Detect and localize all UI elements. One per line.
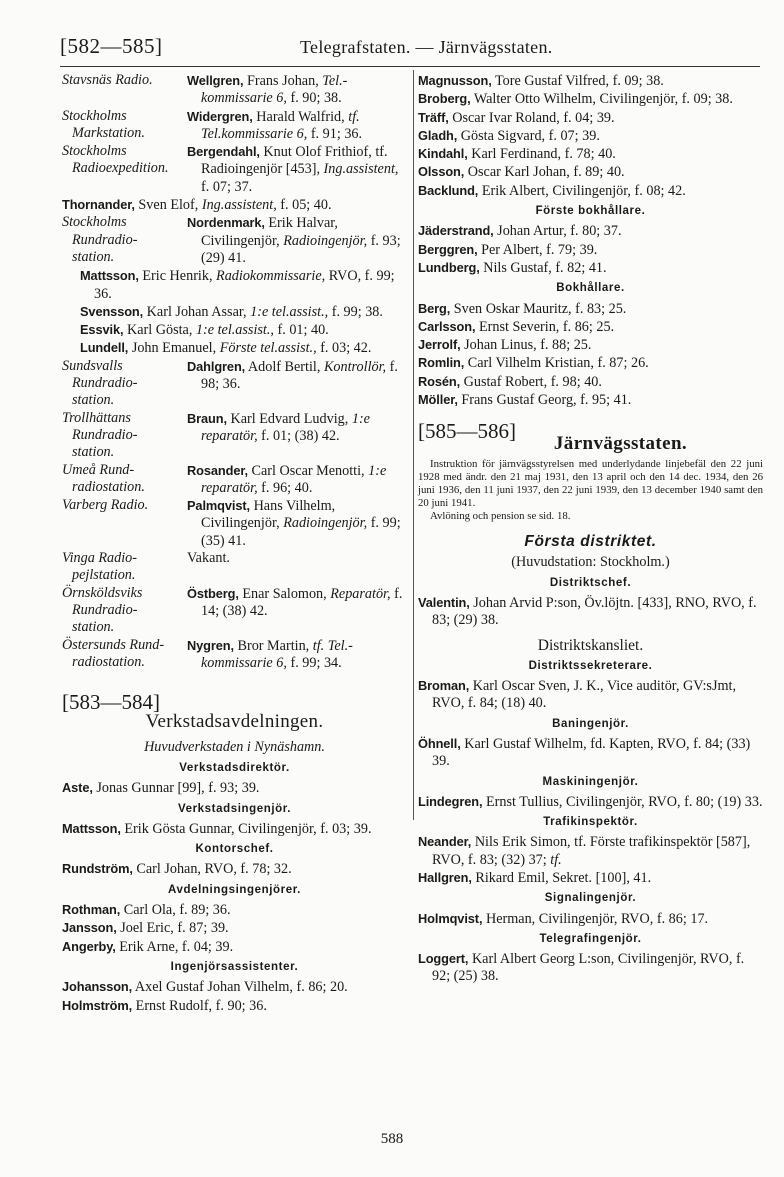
entry: Lundell, John Emanuel, Förste tel.assist., f. 03; 42. (80, 340, 372, 357)
station-label-line: station. (72, 444, 115, 461)
huvudstation: (Huvudstation: Stockholm.) (511, 554, 670, 571)
station-label (62, 143, 187, 178)
station-row (62, 497, 407, 550)
entry: Broman, Karl Oscar Sven, J. K., Vice auditör, GV:sJmt, RVO, f. 84; (18) 40. (418, 678, 737, 712)
group-list (418, 658, 763, 986)
group-heading: Distriktssekreterare. (528, 659, 653, 672)
entry: Lundberg, Nils Gustaf, f. 82; 41. (418, 259, 607, 276)
station-row (62, 410, 407, 462)
left-column (62, 72, 407, 1015)
section-number: [583—584] (62, 690, 160, 715)
station-label-line: Vinga Radio- (62, 550, 137, 567)
station-label-line: radiostation. (72, 478, 145, 495)
entry: Broberg, Walter Otto Wilhelm, Civilingenjör, f. 09; 38. (418, 91, 733, 108)
group-heading: Avdelningsingenjörer. (168, 883, 301, 896)
station-label-line: Örnsköldsviks (62, 584, 143, 601)
entry: Backlund, Erik Albert, Civilingenjör, f. 08; 42. (418, 182, 686, 199)
district-title: Första distriktet. (524, 532, 657, 550)
station-row (62, 358, 407, 410)
station-entry (187, 550, 407, 567)
station-row (62, 143, 407, 196)
entry: Johansson, Axel Gustaf Johan Vilhelm, f. 86; 20. (62, 979, 348, 996)
entry: Jerrolf, Johan Linus, f. 88; 25. (418, 337, 592, 354)
entry: Möller, Frans Gustaf Georg, f. 95; 41. (418, 392, 632, 409)
sub-entries (80, 267, 407, 357)
entry: Widergren, Harald Walfrid, tf. Tel.kommissarie 6, f. 91; 36. (187, 108, 363, 142)
entry: Mattsson, Erik Gösta Gunnar, Civilingenjör, f. 03; 39. (62, 820, 372, 837)
station-label-line: station. (72, 619, 115, 636)
entry: Kindahl, Karl Ferdinand, f. 78; 40. (418, 146, 616, 163)
section-title: Verkstadsavdelningen. (145, 711, 324, 733)
station-label-line: Stockholms (62, 143, 127, 160)
entry: Angerby, Erik Arne, f. 04; 39. (62, 938, 234, 955)
entry: Rothman, Carl Ola, f. 89; 36. (62, 902, 231, 919)
section-number: [585—586] (418, 419, 516, 444)
entry: Lindegren, Ernst Tullius, Civilingenjör, RVO, f. 80; (19) 33. (418, 793, 763, 810)
entry: Jäderstrand, Johan Artur, f. 80; 37. (418, 223, 622, 240)
station-label (62, 108, 187, 143)
avloning-text: Avlöning och pension se sid. 18. (430, 509, 571, 522)
station-label (62, 637, 187, 672)
station-row (62, 108, 407, 144)
station-label-line: Stockholms (62, 214, 127, 231)
station-label-line: Varberg Radio. (62, 497, 149, 514)
station-entry (187, 462, 407, 498)
station-label-line: Rundradio- (72, 231, 138, 248)
group-heading: Verkstadsingenjör. (177, 802, 292, 815)
station-label (62, 72, 187, 89)
entry: Hallgren, Rikard Emil, Sekret. [100], 41. (418, 869, 652, 886)
station-label (62, 585, 187, 637)
station-label-line: Radioexpedition. (72, 160, 169, 177)
station-entry (187, 143, 407, 196)
station-label-line: Rundradio- (72, 601, 138, 618)
station-label-line: station. (72, 248, 115, 265)
station-entry (187, 497, 407, 550)
entry: Mattsson, Eric Henrik, Radiokommissarie, RVO, f. 99; 36. (80, 268, 395, 302)
entry: Berggren, Per Albert, f. 79; 39. (418, 241, 598, 258)
header-rule (60, 66, 760, 67)
page-title: Telegrafstaten. — Järnvägsstaten. (300, 37, 553, 57)
entry: Loggert, Karl Albert Georg L:son, Civilingenjör, RVO, f. 92; (25) 38. (418, 951, 745, 985)
entry: Rundström, Carl Johan, RVO, f. 78; 32. (62, 861, 292, 878)
station-list (62, 214, 407, 267)
station-entry (187, 214, 407, 267)
entry: Wellgren, Frans Johan, Tel.-kommissarie 6, f. 90; 38. (187, 73, 348, 107)
group-list (62, 760, 407, 1015)
page-number: 588 (380, 1131, 404, 1147)
station-entry (187, 410, 407, 446)
station-label (62, 358, 187, 410)
station-list (62, 358, 407, 672)
station-label (62, 497, 187, 514)
entry: Berg, Sven Oskar Mauritz, f. 83; 25. (418, 300, 627, 317)
entry: Romlin, Carl Vilhelm Kristian, f. 87; 26. (418, 355, 649, 372)
group-heading: Distriktschef. (549, 576, 632, 589)
group-heading: Förste bokhållare. (535, 205, 646, 218)
entry: Svensson, Karl Johan Assar, 1:e tel.assist., f. 99; 38. (80, 303, 383, 320)
entry: Dahlgren, Adolf Bertil, Kontrollör, f. 98; 36. (187, 358, 398, 393)
station-label-line: Rundradio- (72, 375, 138, 392)
station-label-line: Stockholms (62, 107, 127, 124)
group-heading: Bokhållare. (556, 282, 625, 295)
station-label-line: Östersunds Rund- (62, 636, 165, 653)
entry: Holmström, Ernst Rudolf, f. 90; 36. (62, 997, 267, 1014)
station-entry (187, 72, 407, 108)
running-header (60, 34, 760, 62)
kansli-title: Distriktskansliet. (537, 637, 644, 655)
entry: Thornander, Sven Elof, Ing.assistent, f. 05; 40. (62, 197, 332, 214)
station-label-line: station. (72, 392, 115, 409)
entry: Braun, Karl Edvard Ludvig, 1:e reparatör, f. 01; (38) 42. (187, 410, 370, 444)
group-heading: Maskiningenjör. (542, 775, 639, 788)
entry: Nordenmark, Erik Halvar, Civilingenjör, Radioingenjör, f. 93; (29) 41. (187, 215, 401, 266)
entry: Jansson, Joel Eric, f. 87; 39. (62, 920, 229, 937)
entry: Öhnell, Karl Gustaf Wilhelm, fd. Kapten, RVO, f. 84; (33) 39. (418, 735, 751, 770)
instruction-text: Instruktion för järnvägsstyrelsen med underlydande linjebefäl den 22 juni 1928 med ändr. den 21 maj 1931, den 13 april och den 14 dec. 1934, den 26 juni 1936, den 11 juni 1937, den 22 juni 1939, den 13 december 1940 samt den 20 juni 1941. (418, 457, 763, 509)
entry: Aste, Jonas Gunnar [99], f. 93; 39. (62, 780, 260, 797)
entry: Vakant. (187, 550, 230, 567)
station-label-line: Rundradio- (72, 426, 138, 443)
group-heading: Kontorschef. (195, 843, 274, 856)
entry: Bergendahl, Knut Olof Frithiof, tf. Radioingenjör [453], Ing.assistent, f. 07; 37. (187, 144, 399, 195)
station-entry (187, 637, 407, 673)
station-row (62, 550, 407, 585)
station-row (62, 72, 407, 108)
entry: Carlsson, Ernst Severin, f. 86; 25. (418, 318, 615, 335)
entry: Olsson, Oscar Karl Johan, f. 89; 40. (418, 164, 625, 181)
section-subtitle: Huvudverkstaden i Nynäshamn. (144, 738, 325, 755)
entry: Östberg, Enar Salomon, Reparatör, f. 14; (38) 42. (187, 585, 403, 619)
section-title: Järnvägsstaten. (553, 432, 688, 454)
entry: Träff, Oscar Ivar Roland, f. 04; 39. (418, 109, 615, 126)
entry: Nygren, Bror Martin, tf. Tel.-kommissarie 6, f. 99; 34. (187, 637, 353, 671)
group-heading: Ingenjörsassistenter. (170, 960, 299, 973)
station-label-line: Umeå Rund- (62, 461, 135, 478)
station-row (62, 214, 407, 267)
entry: Palmqvist, Hans Vilhelm, Civilingenjör, Radioingenjör, f. 99; (35) 41. (187, 498, 401, 549)
station-label-line: pejlstation. (72, 567, 136, 584)
entry: Holmqvist, Herman, Civilingenjör, RVO, f. 86; 17. (418, 910, 709, 927)
station-list (62, 72, 407, 196)
entry: Essvik, Karl Gösta, 1:e tel.assist., f. 01; 40. (80, 322, 329, 339)
station-entry (187, 358, 407, 394)
entry: Gladh, Gösta Sigvard, f. 07; 39. (418, 127, 600, 144)
page-range: [582—585] (60, 34, 163, 58)
station-row (62, 462, 407, 498)
station-label-line: Stavsnäs Radio. (62, 72, 153, 88)
entry: Rosén, Gustaf Robert, f. 98; 40. (418, 373, 602, 390)
entry: Magnusson, Tore Gustaf Vilfred, f. 09; 38. (418, 73, 664, 89)
entry: Neander, Nils Erik Simon, tf. Förste trafikinspektör [587], RVO, f. 83; (32) 37; tf. (418, 834, 751, 868)
group-heading: Verkstadsdirektör. (179, 761, 290, 774)
station-label-line: Sundsvalls (62, 357, 123, 374)
station-label-line: Trollhättans (62, 409, 131, 426)
station-label (62, 410, 187, 462)
right-column (418, 72, 763, 986)
column-divider (413, 70, 414, 820)
station-row (62, 637, 407, 673)
entry: Valentin, Johan Arvid P:son, Öv.löjtn. [433], RNO, RVO, f. 83; (29) 38. (418, 594, 757, 629)
entry: Rosander, Carl Oscar Menotti, 1:e reparatör, f. 96; 40. (187, 462, 387, 496)
station-label (62, 214, 187, 266)
group-heading: Trafikinspektör. (543, 816, 638, 829)
station-entry (187, 108, 407, 144)
station-label-line: radiostation. (72, 653, 145, 670)
entry-list (418, 72, 763, 200)
station-label-line: Markstation. (72, 124, 145, 141)
group-list (418, 203, 763, 409)
group-heading: Signalingenjör. (544, 892, 637, 905)
station-entry (187, 585, 407, 621)
group-heading: Baningenjör. (552, 717, 629, 730)
station-label (62, 462, 187, 497)
station-label (62, 550, 187, 585)
station-row (62, 585, 407, 637)
group-heading: Telegrafingenjör. (539, 932, 642, 945)
